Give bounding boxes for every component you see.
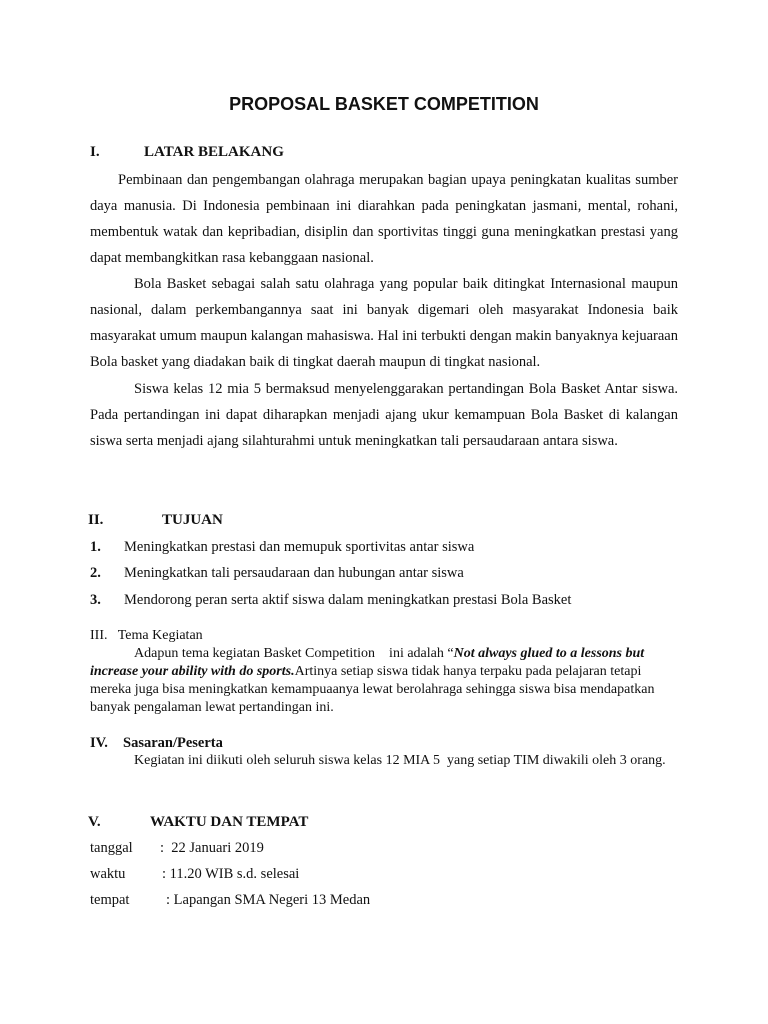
participants-paragraph (90, 752, 680, 770)
page-title: PROPOSAL BASKET COMPETITION (229, 94, 539, 114)
background-paragraph-3 (90, 376, 678, 454)
list-item-text: Meningkatkan tali persaudaraan dan hubungan antar siswa (124, 565, 464, 581)
theme-intro-text: Adapun tema kegiatan Basket Competition ini adalah “ (134, 646, 454, 661)
schedule-label: waktu (90, 866, 126, 882)
background-paragraph-2-text: Bola Basket sebagai salah satu olahraga yang popular baik ditingkat Internasional maupun nasional, dalam perkembangannya saat ini banyak digemari oleh masyarakat Indonesia baik masyarakat umum maupun kalangan mahasiswa. Hal ini terbukti dengan makin banyaknya kejuaraan Bola basket yang diadakan baik di tingkat daerah maupun di tingkat nasional. (90, 276, 678, 370)
section-1-number: I. (90, 144, 100, 160)
participants-text: Kegiatan ini diikuti oleh seluruh siswa kelas 12 MIA 5 yang setiap TIM diwakili oleh 3 orang. (134, 753, 666, 768)
list-item-number: 3. (90, 592, 101, 608)
section-5-heading (88, 814, 408, 834)
section-5-title: WAKTU DAN TEMPAT (150, 814, 309, 830)
schedule-value: : 22 Januari 2019 (160, 840, 264, 856)
theme-paragraph (90, 645, 680, 717)
section-3-heading: III. Tema Kegiatan (90, 628, 203, 643)
list-item-text: Meningkatkan prestasi dan memupuk sportivitas antar siswa (124, 539, 475, 555)
section-1-heading (90, 144, 390, 164)
schedule-label: tanggal (90, 840, 133, 856)
section-2-heading (88, 512, 388, 532)
background-paragraph-1-text: Pembinaan dan pengembangan olahraga merupakan bagian upaya peningkatan kualitas sumber daya manusia. Di Indonesia pembinaan ini diarahkan pada peningkatan jasmani, mental, rohani, membentuk watak dan kepribadian, disiplin dan sportivitas tinggi guna meningkatkan prestasi yang dapat membangkitkan rasa kebanggaan nasional. (90, 172, 678, 266)
theme-explanation-text: Artinya setiap siswa tidak hanya terpaku pada pelajaran tetapi mereka juga bisa meningkatkan kemampuaanya lewat berolahraga sehingga siswa bisa mendapatkan banyak pengalaman lewat pertandingan ini. (90, 664, 655, 715)
background-paragraph-2 (90, 271, 678, 375)
list-item-number: 2. (90, 565, 101, 581)
section-4-title: Sasaran/Peserta (123, 735, 223, 751)
section-4-number: IV. (90, 735, 108, 751)
background-paragraph-1 (90, 167, 678, 271)
list-item-text: Mendorong peran serta aktif siswa dalam meningkatkan prestasi Bola Basket (124, 592, 572, 608)
schedule-row-time (90, 866, 490, 886)
section-2-title: TUJUAN (162, 512, 223, 528)
section-2-number: II. (88, 512, 104, 528)
section-5-number: V. (88, 814, 101, 830)
background-paragraph-3-text: Siswa kelas 12 mia 5 bermaksud menyelenggarakan pertandingan Bola Basket Antar siswa. Pada pertandingan ini dapat diharapkan menjadi ajang ukur kemampuan Bola Basket di kalangan siswa serta menjadi ajang silahturahmi untuk meningkatkan tali persaudaraan antara siswa. (90, 381, 678, 449)
schedule-row-date (90, 840, 490, 860)
schedule-label: tempat (90, 892, 130, 908)
schedule-value: : Lapangan SMA Negeri 13 Medan (166, 892, 371, 908)
theme-quote: Not always glued to a lessons but increase your ability with do sports. (90, 646, 645, 679)
section-1-title: LATAR BELAKANG (144, 144, 284, 160)
schedule-value: : 11.20 WIB s.d. selesai (162, 866, 300, 882)
list-item-number: 1. (90, 539, 101, 555)
schedule-row-place (90, 892, 490, 912)
